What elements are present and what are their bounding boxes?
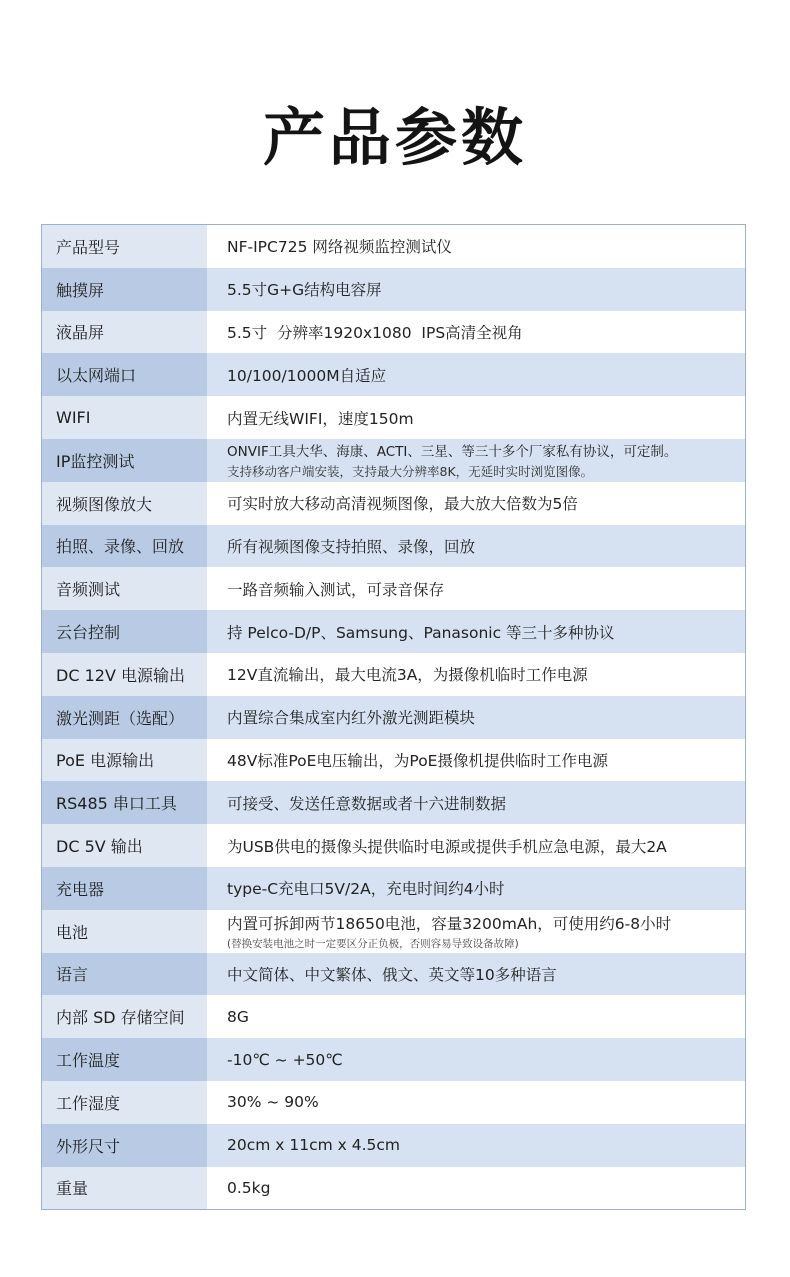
spec-row-storage (42, 995, 745, 1038)
spec-value: 30% ~ 90% (207, 1081, 745, 1124)
spec-value: 内置综合集成室内红外激光测距模块 (207, 696, 745, 739)
spec-row-wifi (42, 396, 745, 439)
spec-label: 拍照、录像、回放 (42, 525, 207, 568)
spec-label: 电池 (42, 910, 207, 953)
spec-row-temperature (42, 1038, 745, 1081)
spec-value: 所有视频图像支持拍照、录像，回放 (207, 525, 745, 568)
spec-row-humidity (42, 1081, 745, 1124)
spec-value: type-C充电口5V/2A，充电时间约4小时 (207, 867, 745, 910)
spec-row-charger (42, 867, 745, 910)
spec-row-touchscreen (42, 268, 745, 311)
spec-row-battery (42, 910, 745, 953)
spec-label: DC 5V 输出 (42, 824, 207, 867)
spec-value: 内置无线WIFI，速度150m (207, 396, 745, 439)
spec-label: 视频图像放大 (42, 482, 207, 525)
spec-label: 以太网端口 (42, 353, 207, 396)
spec-label: 内部 SD 存储空间 (42, 995, 207, 1038)
spec-row-weight (42, 1167, 745, 1210)
spec-value: 10/100/1000M自适应 (207, 353, 745, 396)
spec-value: 8G (207, 995, 745, 1038)
spec-label: 语言 (42, 953, 207, 996)
spec-label: PoE 电源输出 (42, 739, 207, 782)
spec-row-zoom (42, 482, 745, 525)
spec-row-language (42, 953, 745, 996)
spec-row-ethernet (42, 353, 745, 396)
spec-row-ip-test (42, 439, 745, 482)
spec-value: ONVIF工具大华、海康、ACTI、三星、等三十多个厂家私有协议，可定制。 支持移动客户端安装，支持最大分辨率8K，无延时实时浏览图像。 (207, 439, 745, 482)
spec-label: 工作温度 (42, 1038, 207, 1081)
spec-value: 5.5寸G+G结构电容屏 (207, 268, 745, 311)
spec-label: 重量 (42, 1167, 207, 1210)
spec-value: 内置可拆卸两节18650电池，容量3200mAh，可使用约6-8小时 (替换安装电池之时一定要区分正负极，否则容易导致设备故障) (207, 910, 745, 953)
spec-value: 持 Pelco-D/P、Samsung、Panasonic 等三十多种协议 (207, 610, 745, 653)
spec-value: 一路音频输入测试，可录音保存 (207, 567, 745, 610)
spec-label: 触摸屏 (42, 268, 207, 311)
spec-row-model (42, 225, 745, 268)
spec-label: IP监控测试 (42, 439, 207, 482)
spec-table (41, 224, 746, 1210)
spec-value: 中文简体、中文繁体、俄文、英文等10多种语言 (207, 953, 745, 996)
spec-label: 产品型号 (42, 225, 207, 268)
spec-value: 5.5寸 分辨率1920x1080 IPS高清全视角 (207, 311, 745, 354)
spec-value: 20cm x 11cm x 4.5cm (207, 1124, 745, 1167)
spec-value: -10℃ ~ +50℃ (207, 1038, 745, 1081)
spec-row-capture (42, 525, 745, 568)
page-title: 产品参数 (262, 101, 527, 174)
spec-label: 液晶屏 (42, 311, 207, 354)
spec-value: 0.5kg (207, 1167, 745, 1210)
spec-label: 音频测试 (42, 567, 207, 610)
spec-value: NF-IPC725 网络视频监控测试仪 (207, 225, 745, 268)
spec-label: WIFI (42, 396, 207, 439)
spec-row-poe (42, 739, 745, 782)
spec-row-dimensions (42, 1124, 745, 1167)
spec-value: 12V直流输出，最大电流3A，为摄像机临时工作电源 (207, 653, 745, 696)
spec-label: 激光测距（选配） (42, 696, 207, 739)
spec-row-audio (42, 567, 745, 610)
spec-label: DC 12V 电源输出 (42, 653, 207, 696)
spec-label: 外形尺寸 (42, 1124, 207, 1167)
spec-row-ptz (42, 610, 745, 653)
spec-row-dc5v (42, 824, 745, 867)
spec-row-dc12v (42, 653, 745, 696)
spec-label: 充电器 (42, 867, 207, 910)
spec-value: 为USB供电的摄像头提供临时电源或提供手机应急电源，最大2A (207, 824, 745, 867)
spec-row-lcd (42, 311, 745, 354)
spec-value: 可实时放大移动高清视频图像，最大放大倍数为5倍 (207, 482, 745, 525)
spec-row-rs485 (42, 781, 745, 824)
spec-value: 可接受、发送任意数据或者十六进制数据 (207, 781, 745, 824)
spec-label: 云台控制 (42, 610, 207, 653)
spec-label: 工作湿度 (42, 1081, 207, 1124)
spec-label: RS485 串口工具 (42, 781, 207, 824)
spec-row-laser (42, 696, 745, 739)
spec-value: 48V标准PoE电压输出，为PoE摄像机提供临时工作电源 (207, 739, 745, 782)
